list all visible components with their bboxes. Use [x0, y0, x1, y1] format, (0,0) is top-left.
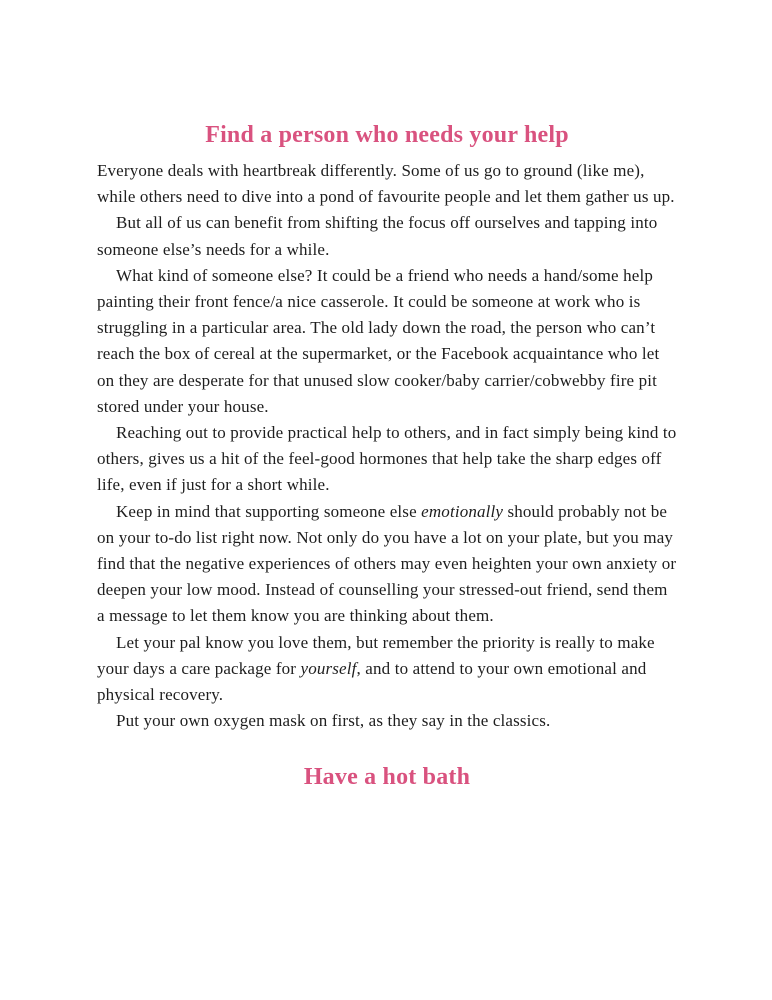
- text-run: Let your pal know you love them, but remember the priority is really to make your days a care package for: [97, 632, 655, 678]
- body-paragraph: [97, 499, 677, 630]
- body-paragraph: [97, 630, 677, 709]
- emphasis-text: emotionally: [421, 501, 504, 521]
- emphasis-text: yourself: [300, 658, 357, 678]
- body-paragraph: But all of us can benefit from shifting the focus off ourselves and tapping into someone else’s needs for a while.: [97, 213, 658, 259]
- book-page: [97, 118, 677, 794]
- body-paragraph: Put your own oxygen mask on first, as they say in the classics.: [116, 711, 551, 731]
- section-heading-help: Find a person who needs your help: [205, 122, 569, 148]
- body-paragraph: What kind of someone else? It could be a friend who needs a hand/some help painting their front fence/a nice casserole. It could be someone at work who is struggling in a particular area. The old lady down the road, the person who can’t reach the box of cereal at the supermarket, or the Facebook acquaintance who let on they are desperate for that unused slow cooker/baby carrier/cobwebby fire pit stored under your house.: [97, 265, 660, 416]
- text-run: Keep in mind that supporting someone else: [116, 501, 422, 521]
- section-heading-bath: Have a hot bath: [303, 764, 471, 791]
- body-paragraph: Reaching out to provide practical help to others, and in fact simply being kind to others, gives us a hit of the feel-good hormones that help take the sharp edges off life, even if just for a short while.: [97, 423, 677, 495]
- text-run: should probably not be on your to-do list right now. Not only do you have a lot on your plate, but you may find that the negative experiences of others may even heighten your own anxiety or deepen your low mood. Instead of counselling your stressed-out friend, send them a message to let them know you are thinking about them.: [97, 501, 677, 626]
- body-paragraph: Everyone deals with heartbreak differently. Some of us go to ground (like me), while others need to dive into a pond of favourite people and let them gather us up.: [97, 161, 675, 207]
- text-run: , and to attend to your own emotional and physical recovery.: [97, 658, 647, 705]
